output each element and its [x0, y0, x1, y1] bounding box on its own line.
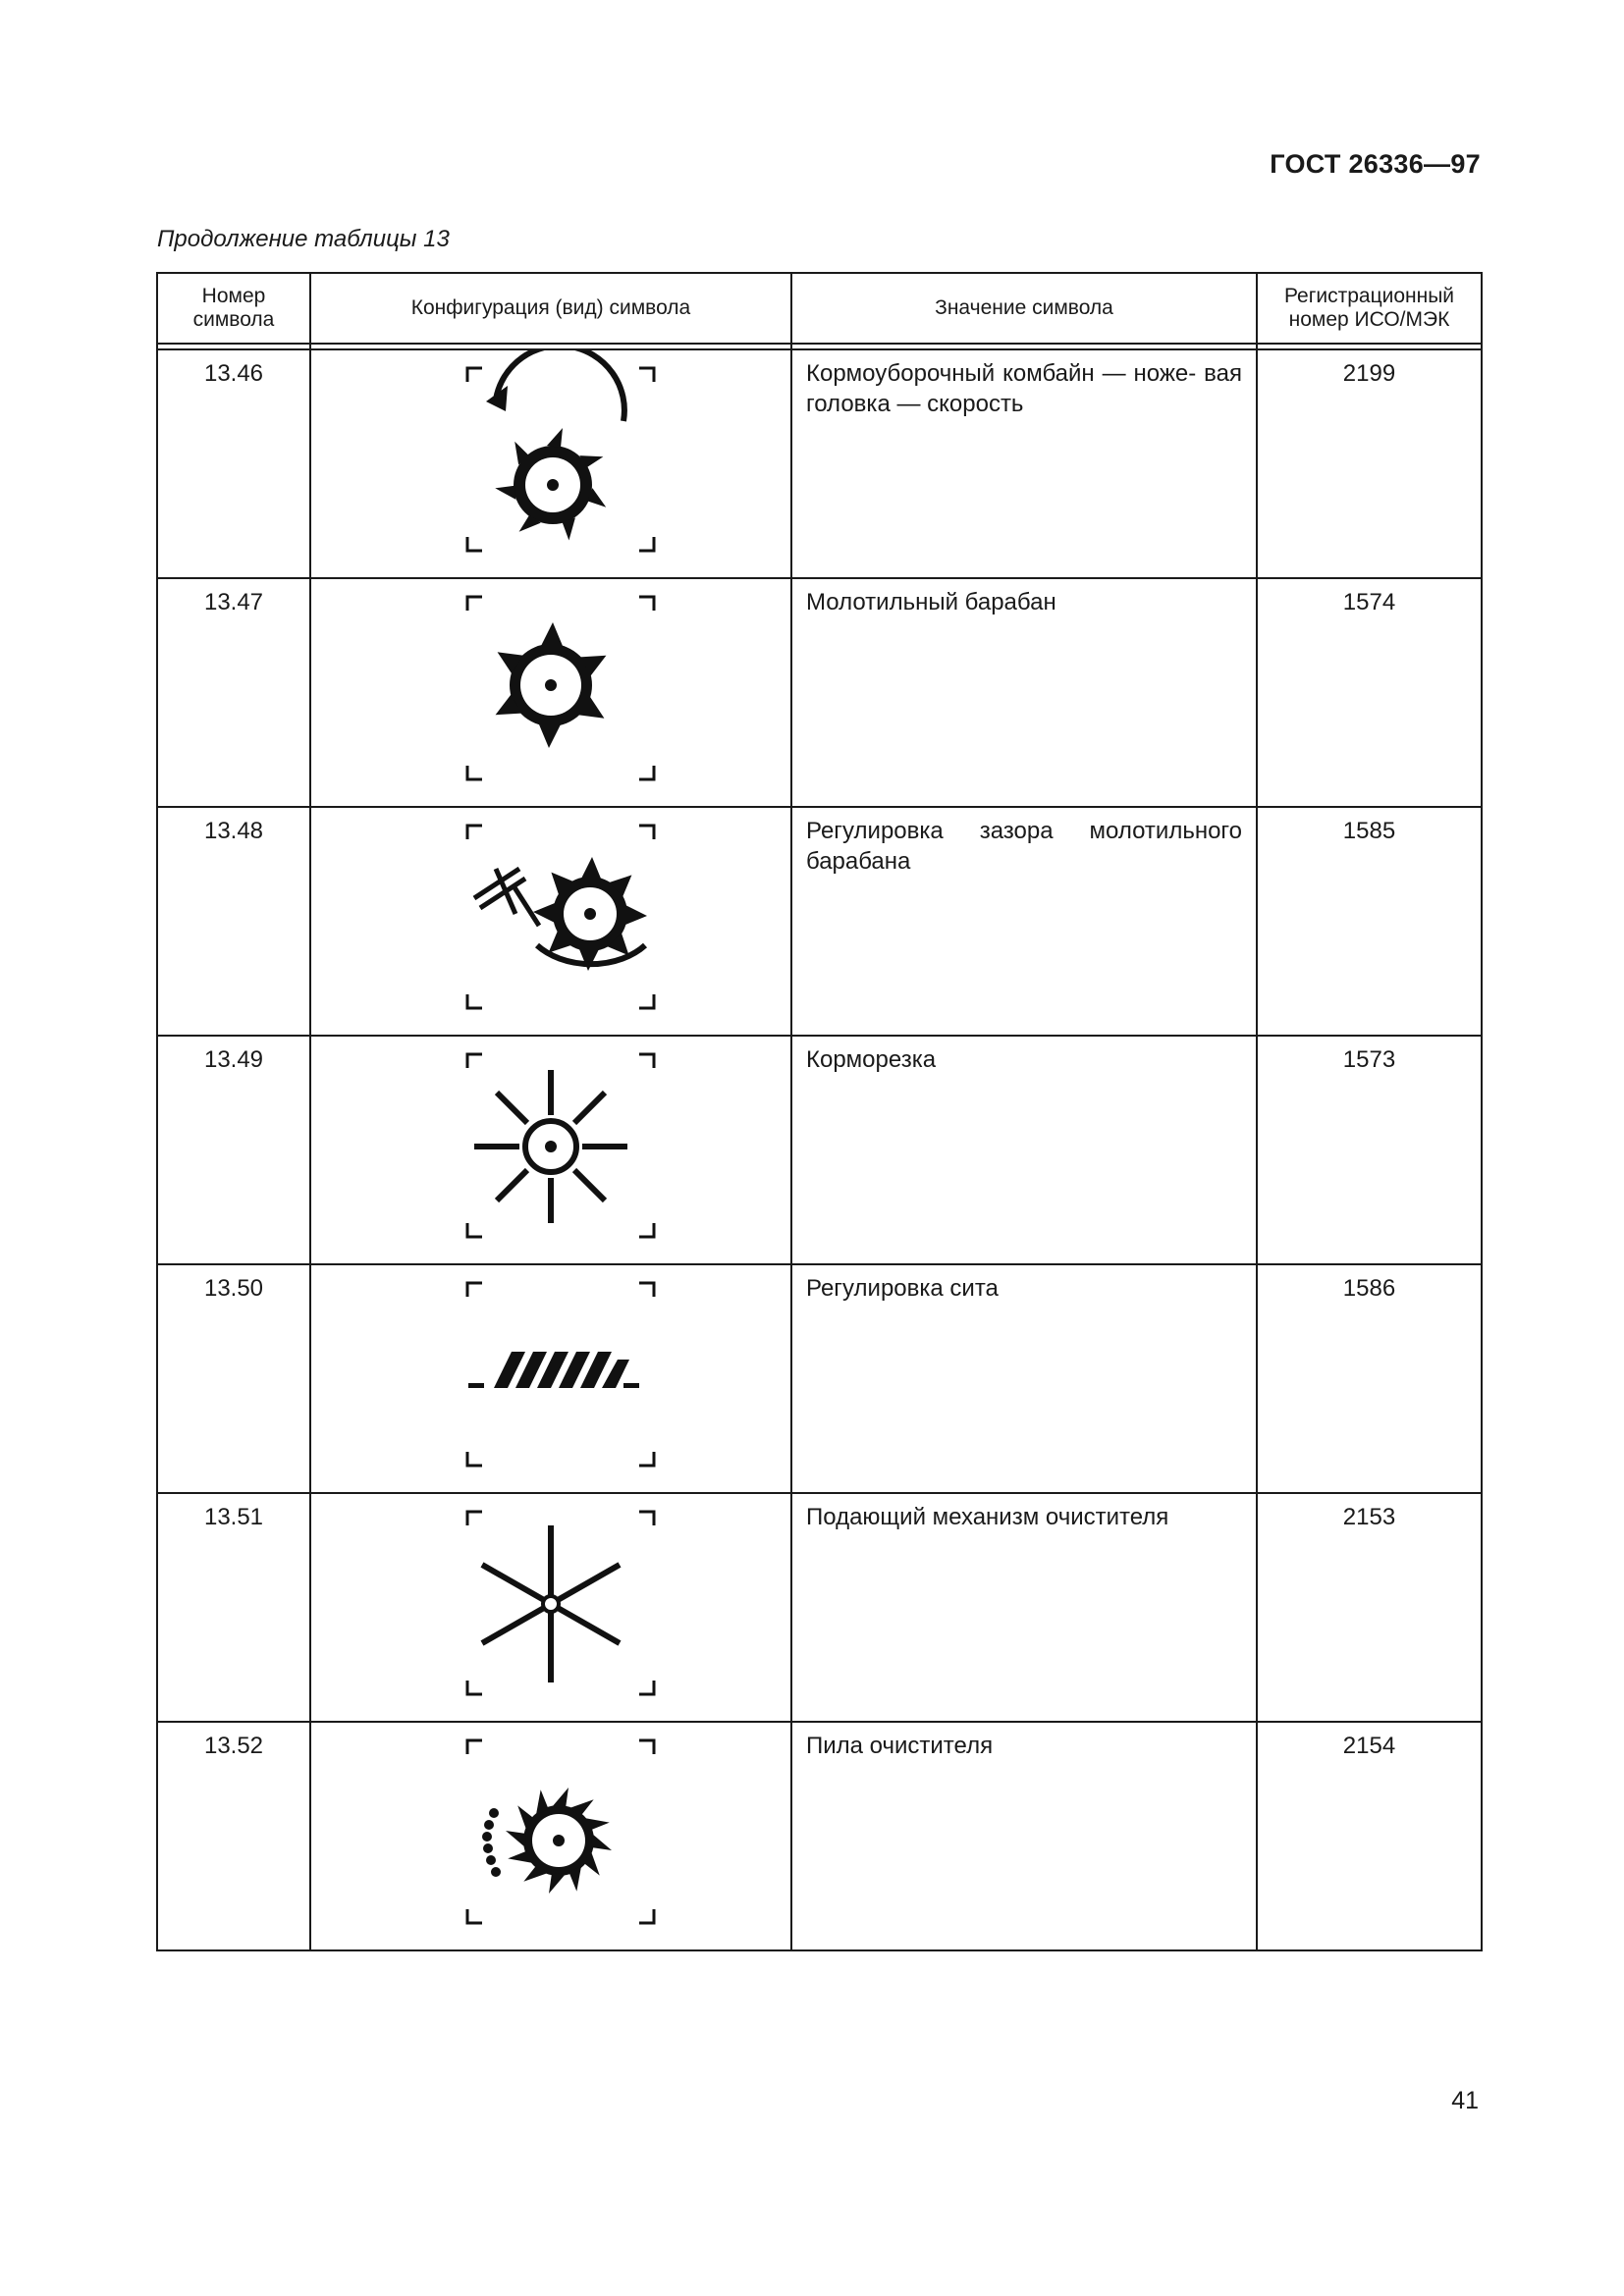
symbol-number: 13.51: [157, 1493, 310, 1722]
table-row: [157, 578, 1482, 807]
symbol-figure-cell: [310, 1493, 791, 1722]
column-header-registration: Регистрационный номер ИСО/МЭК: [1257, 273, 1482, 344]
symbol-number: 13.52: [157, 1722, 310, 1950]
symbol-number: 13.49: [157, 1036, 310, 1264]
sieve-adjustment-icon: [311, 1265, 792, 1483]
symbol-figure-cell: [310, 349, 791, 578]
registration-number: 2153: [1257, 1493, 1482, 1722]
table-row: [157, 1722, 1482, 1950]
column-header-configuration: Конфигурация (вид) символа: [310, 273, 791, 344]
symbol-number: 13.46: [157, 349, 310, 578]
threshing-drum-clearance-icon: [311, 808, 792, 1026]
symbol-meaning: Корморезка: [791, 1036, 1257, 1264]
standard-code: ГОСТ 26336—97: [1270, 149, 1481, 179]
threshing-drum-icon: [311, 579, 792, 797]
column-header-meaning: Значение символа: [791, 273, 1257, 344]
table-row: [157, 349, 1482, 578]
table-row: [157, 807, 1482, 1036]
column-header-number: Номер символа: [157, 273, 310, 344]
forage-harvester-cutterhead-speed-icon: [311, 350, 792, 568]
symbol-figure-cell: [310, 1264, 791, 1493]
page-number: 41: [1451, 2087, 1479, 2114]
registration-number: 1586: [1257, 1264, 1482, 1493]
table-row: [157, 1036, 1482, 1264]
symbol-figure-cell: [310, 1036, 791, 1264]
registration-number: 1573: [1257, 1036, 1482, 1264]
symbol-meaning: Кормоуборочный комбайн — ноже- вая головка — скорость: [791, 349, 1257, 578]
symbol-figure-cell: [310, 1722, 791, 1950]
symbol-meaning: Подающий механизм очистителя: [791, 1493, 1257, 1722]
registration-number: 1585: [1257, 807, 1482, 1036]
registration-number: 2199: [1257, 349, 1482, 578]
symbol-meaning: Регулировка сита: [791, 1264, 1257, 1493]
symbols-table: [156, 272, 1483, 1951]
table-row: [157, 1493, 1482, 1722]
cleaner-feed-mechanism-icon: [311, 1494, 792, 1712]
symbol-number: 13.48: [157, 807, 310, 1036]
symbol-meaning: Молотильный барабан: [791, 578, 1257, 807]
symbol-number: 13.47: [157, 578, 310, 807]
symbol-meaning: Пила очистителя: [791, 1722, 1257, 1950]
cleaner-saw-icon: [311, 1723, 792, 1941]
symbol-figure-cell: [310, 807, 791, 1036]
symbol-meaning: Регулировка зазора молотильного барабана: [791, 807, 1257, 1036]
table-caption: Продолжение таблицы 13: [157, 226, 450, 252]
table-row: [157, 1264, 1482, 1493]
symbol-number: 13.50: [157, 1264, 310, 1493]
feed-cutter-icon: [311, 1037, 792, 1255]
registration-number: 1574: [1257, 578, 1482, 807]
symbol-figure-cell: [310, 578, 791, 807]
registration-number: 2154: [1257, 1722, 1482, 1950]
